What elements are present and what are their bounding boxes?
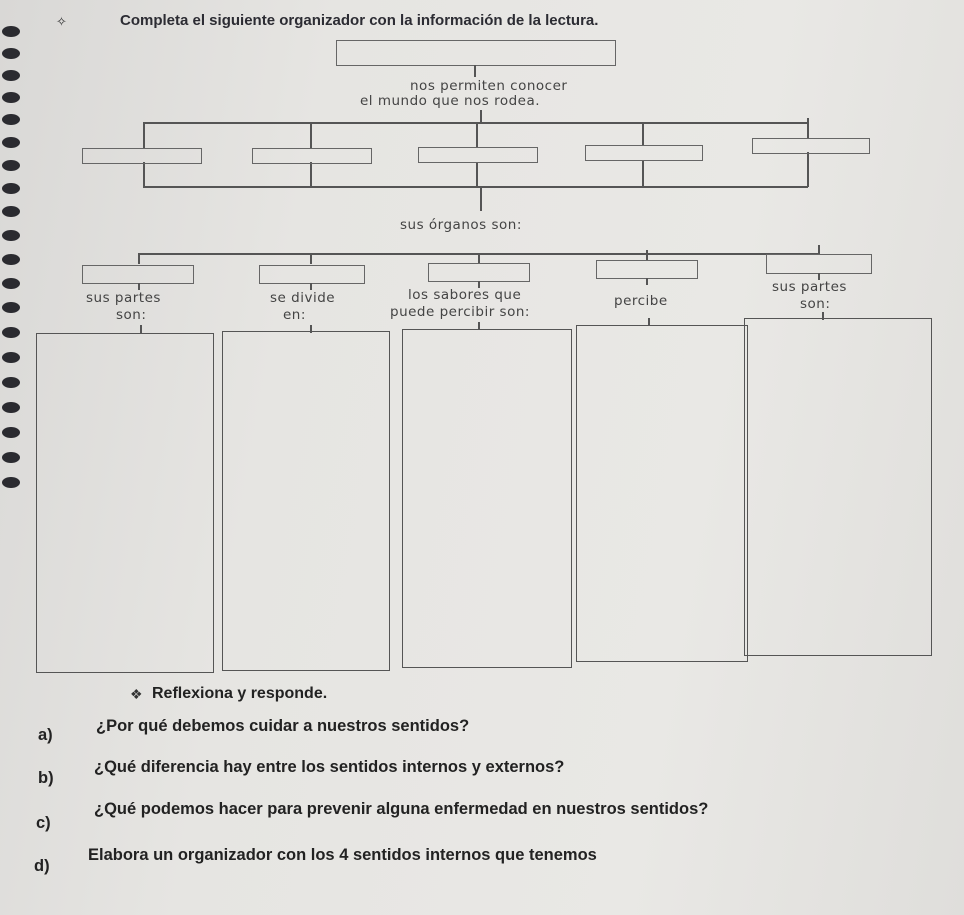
sense-box-4[interactable] xyxy=(585,145,703,161)
question-c-letter: c) xyxy=(36,814,51,832)
branch-3-label-line2: puede percibir son: xyxy=(390,304,530,320)
reflection-title: Reflexiona y responde. xyxy=(152,685,328,702)
branch-1-label-line2: son: xyxy=(116,307,147,323)
answer-column-1[interactable] xyxy=(36,333,214,673)
question-a-letter: a) xyxy=(38,726,53,744)
question-b-letter: b) xyxy=(38,769,54,787)
answer-column-4[interactable] xyxy=(576,325,748,662)
connector-line xyxy=(474,65,476,77)
branch-1-label-line1: sus partes xyxy=(86,290,161,306)
question-c: ¿Qué podemos hacer para prevenir alguna enfermedad en nuestros sentidos? xyxy=(94,800,709,818)
organ-box-3[interactable] xyxy=(428,263,530,282)
organs-label: sus órganos son: xyxy=(400,217,522,233)
answer-column-5[interactable] xyxy=(744,318,932,656)
answer-column-3[interactable] xyxy=(402,329,572,668)
organ-box-4[interactable] xyxy=(596,260,698,279)
top-concept-box[interactable] xyxy=(336,40,616,66)
branch-4-label: percibe xyxy=(614,293,668,309)
organ-box-2[interactable] xyxy=(259,265,365,284)
question-d: Elabora un organizador con los 4 sentidos internos que tenemos xyxy=(88,846,597,864)
question-a: ¿Por qué debemos cuidar a nuestros sentidos? xyxy=(96,717,470,735)
branch-5-label-line1: sus partes xyxy=(772,279,847,295)
question-b: ¿Qué diferencia hay entre los sentidos internos y externos? xyxy=(94,758,565,776)
branch-2-label-line2: en: xyxy=(283,307,306,323)
branch-5-label-line2: son: xyxy=(800,296,831,312)
sense-box-2[interactable] xyxy=(252,148,372,164)
branch-3-label-line1: los sabores que xyxy=(408,287,522,303)
answer-column-2[interactable] xyxy=(222,331,390,671)
organ-box-1[interactable] xyxy=(82,265,194,284)
connector-label-line1: nos permiten conocer xyxy=(410,78,568,94)
reflection-bullet-icon: ❖ xyxy=(130,686,143,702)
organ-box-5[interactable] xyxy=(766,254,872,274)
connector-label-line2: el mundo que nos rodea. xyxy=(360,93,541,109)
sense-box-1[interactable] xyxy=(82,148,202,164)
title-bullet-icon: ✧ xyxy=(56,14,67,29)
sense-box-5[interactable] xyxy=(752,138,870,154)
instruction-title: Completa el siguiente organizador con la información de la lectura. xyxy=(120,12,599,29)
question-d-letter: d) xyxy=(34,857,50,875)
branch-2-label-line1: se divide xyxy=(270,290,336,306)
sense-box-3[interactable] xyxy=(418,147,538,163)
binder-holes xyxy=(0,0,40,915)
